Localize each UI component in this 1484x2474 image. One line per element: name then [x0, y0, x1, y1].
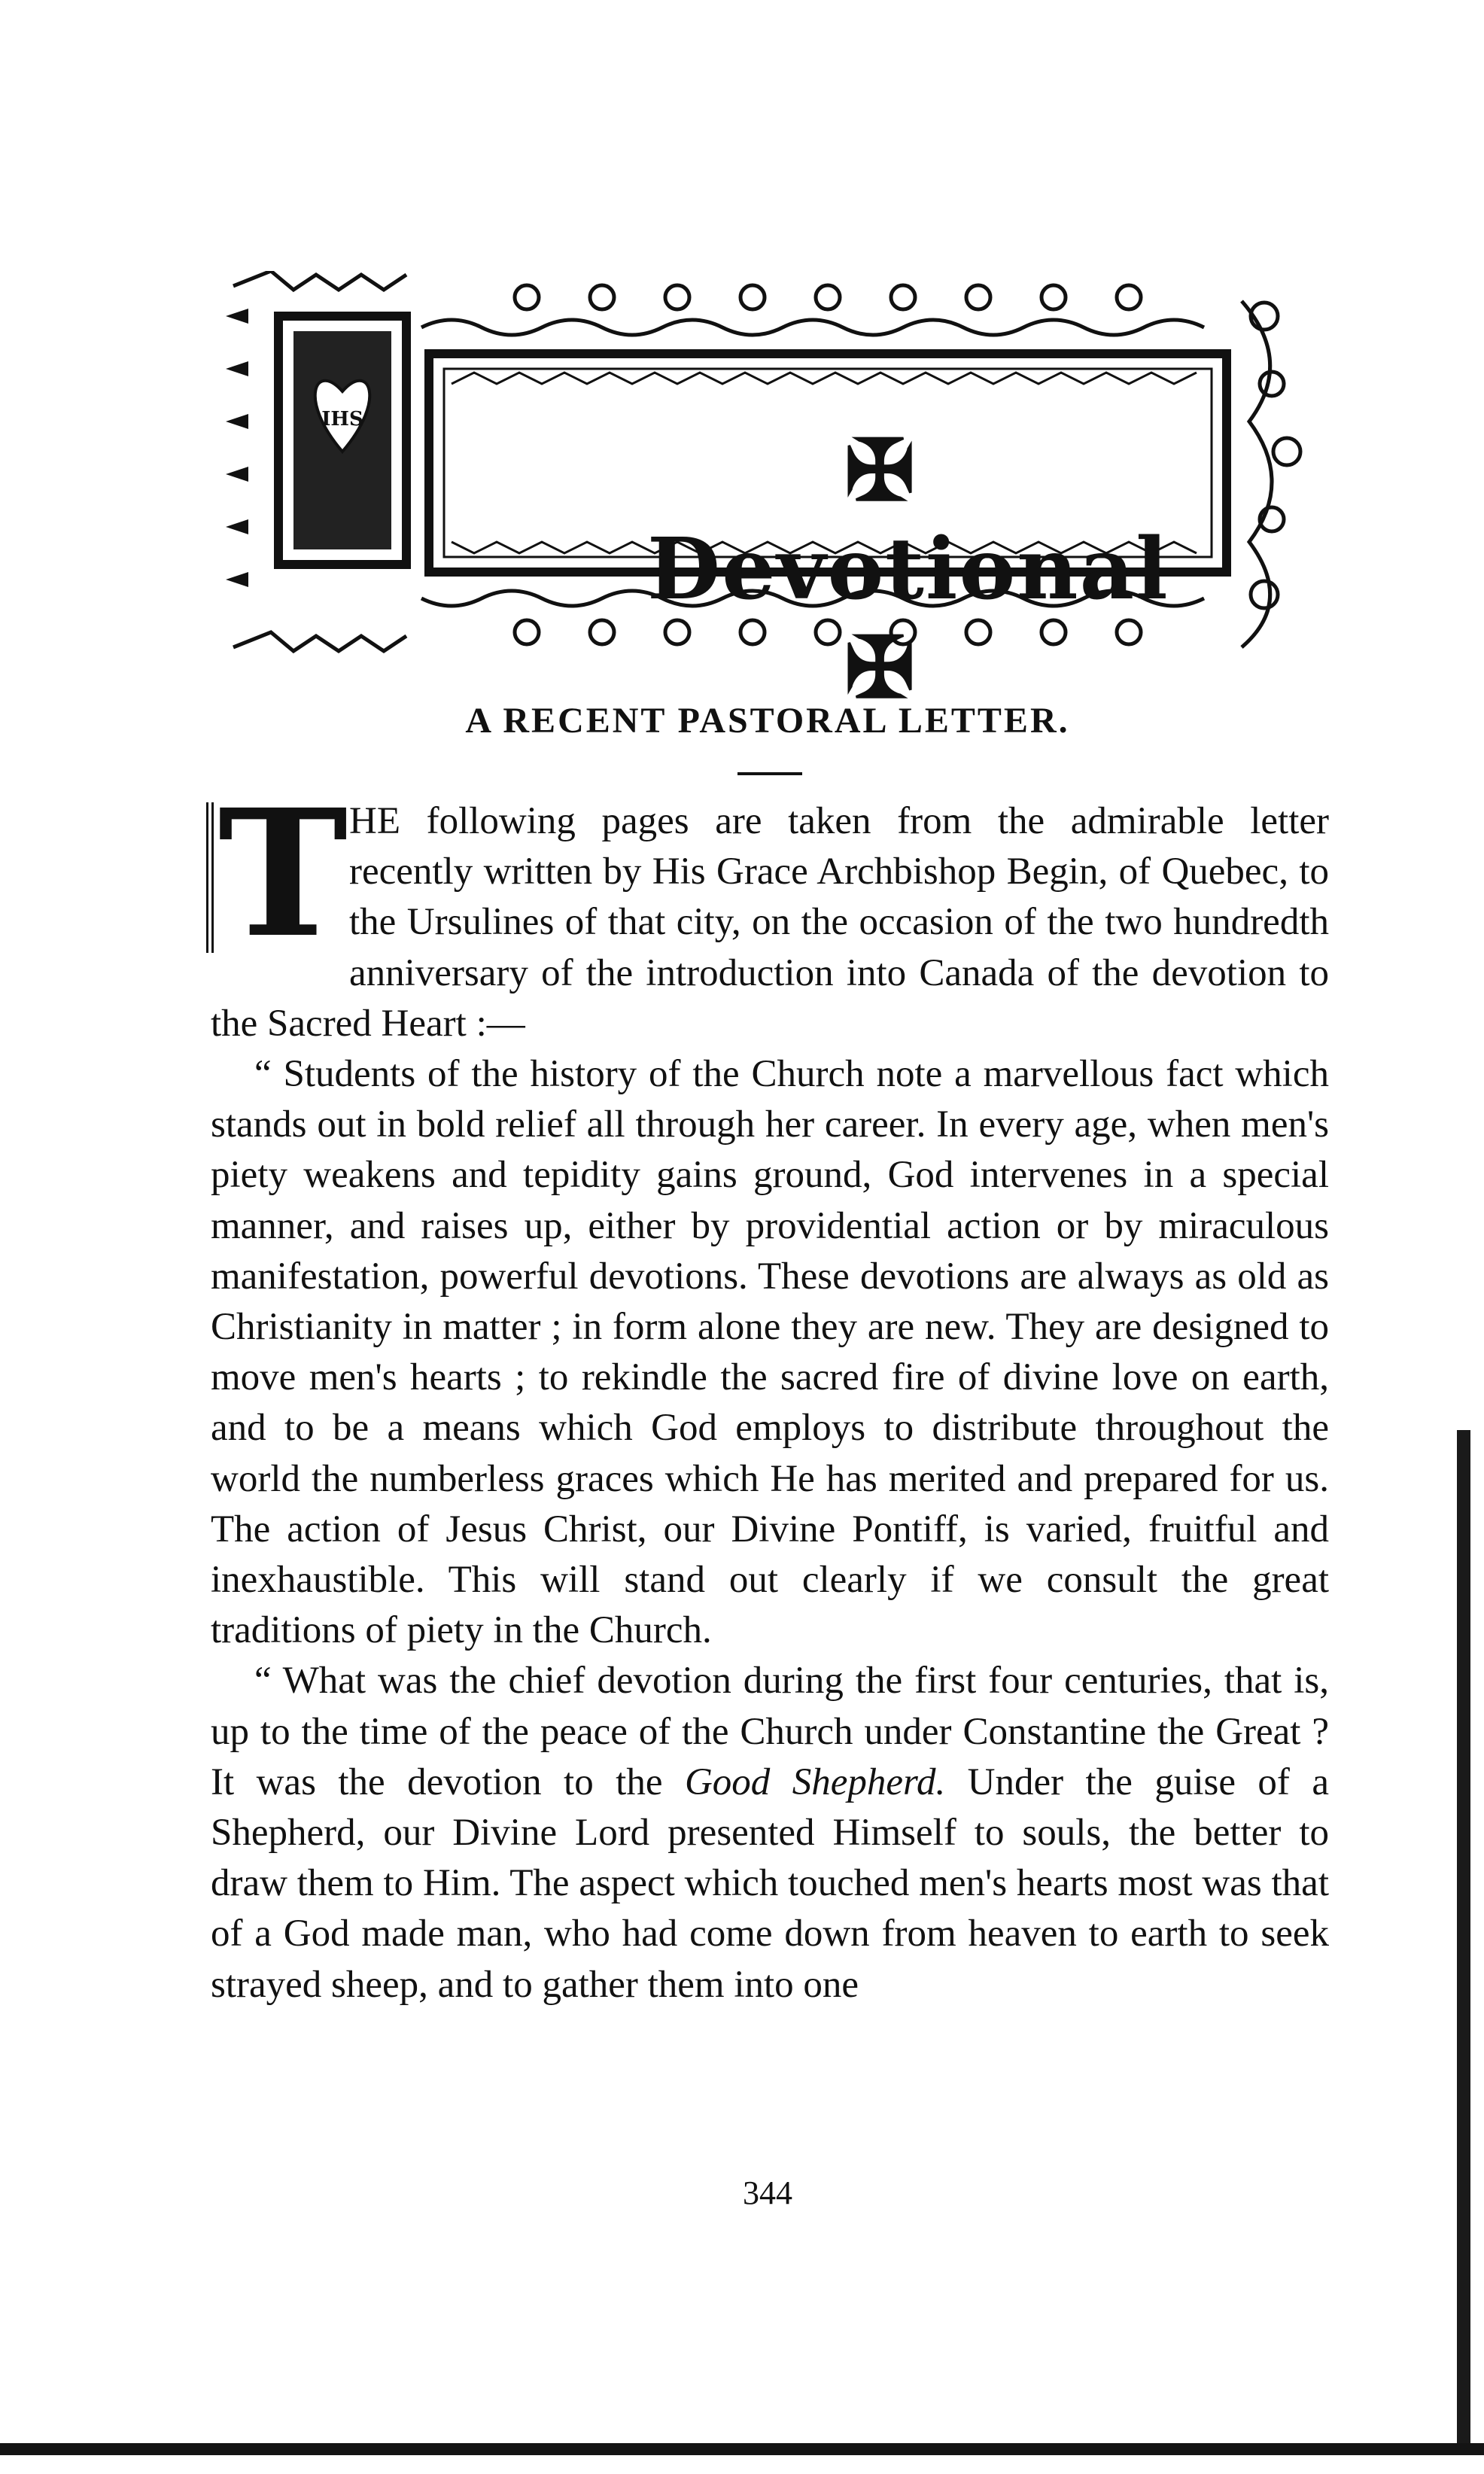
paragraph-1 — [211, 771, 1329, 1049]
paragraph-1-text: HE following pages are taken from the admirable letter recently written by His Grace Archbishop Begin, of Quebec, to the Ursulines of that city, on the occasion of the two hundredth anniversary of the introduction into Canada of the devotion to the Sacred Heart :— — [211, 800, 1329, 1045]
italic-phrase: Good Shepherd. — [684, 1760, 946, 1803]
article-body — [211, 771, 1329, 2010]
paragraph-2: “ Students of the history of the Church note a marvellous fact which stands out in bold relief all through her career. In every age, when men's piety weakens and tepidity gains ground, God intervenes in a special manner, and raises up, either by providential action or by miraculous manifestation, powerful devotions. These devotions are always as old as Christianity in matter ; in form alone they are new. They are designed to move men's hearts ; to rekindle the sacred fire of divine love on earth, and to be a means which God employs to distribute throughout the world the numberless graces which He has merited and prepared for us. The action of Jesus Christ, our Divine Pontiff, is varied, fruitful and inexhaustible. This will stand out clearly if we consult the great traditions of piety in the Church. — [211, 1053, 1329, 1652]
page-number: 344 — [743, 2174, 792, 2211]
title-divider — [737, 772, 802, 775]
paragraph-3-continued: Under the guise of a Shepherd, our Divine Lord presented Himself to souls, the better to draw them to Him. The aspect which touched men's hearts most was that of a God made man, who had come down from heaven to earth to seek strayed sheep, and to gather them into one — [211, 1760, 1329, 2006]
scan-edge-right — [1457, 1430, 1470, 2454]
section-title: ✠ Devotional ✠ — [647, 421, 1169, 717]
paragraph-3-text: “ What was the chief devotion during the first four centuries, that is, up to the time of the peace of the Church under Constantine the Great ? It was the devotion to the — [211, 1660, 1329, 1803]
article-title: A RECENT PASTORAL LETTER. — [465, 701, 1070, 741]
emblem-monogram: IHS — [321, 408, 363, 431]
paragraph-3 — [211, 1656, 1329, 2010]
dropcap: T — [206, 802, 349, 953]
scan-edge-bottom — [0, 2443, 1484, 2455]
